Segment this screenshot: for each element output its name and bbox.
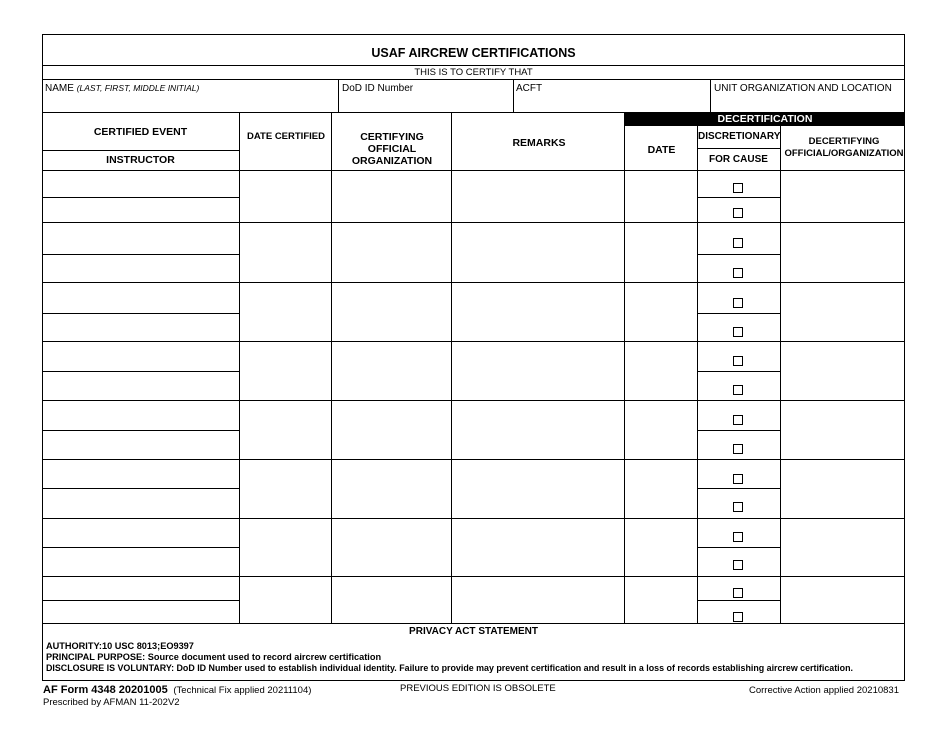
instructor-cell[interactable] <box>44 373 237 399</box>
header-certifying-official: CERTIFYING OFFICIAL ORGANIZATION <box>351 131 433 167</box>
divider <box>698 148 780 149</box>
official-cell[interactable] <box>332 461 450 517</box>
unit-field[interactable]: UNIT ORGANIZATION AND LOCATION <box>714 83 892 94</box>
row-divider <box>698 197 780 198</box>
decertifying-official-cell[interactable] <box>781 578 904 623</box>
date-cell[interactable] <box>625 172 696 221</box>
divider <box>42 65 905 66</box>
discretionary-checkbox[interactable] <box>733 532 743 542</box>
dod-id-field[interactable]: DoD ID Number <box>342 83 414 94</box>
decertifying-official-cell[interactable] <box>781 461 904 517</box>
remarks-cell[interactable] <box>452 172 623 221</box>
header-for-cause: FOR CAUSE <box>709 154 768 165</box>
row-divider <box>42 518 905 519</box>
divider <box>697 126 698 624</box>
divider <box>338 79 339 113</box>
official-cell[interactable] <box>332 578 450 623</box>
row-divider <box>698 313 780 314</box>
date-cell[interactable] <box>625 343 696 399</box>
divider <box>42 79 905 80</box>
name-hint: (LAST, FIRST, MIDDLE INITIAL) <box>76 83 200 93</box>
decertifying-official-cell[interactable] <box>781 343 904 399</box>
row-divider <box>698 600 780 601</box>
instructor-cell[interactable] <box>44 315 237 340</box>
date-certified-cell[interactable] <box>240 520 330 575</box>
date-certified-cell[interactable] <box>240 172 330 221</box>
header-instructor: INSTRUCTOR <box>106 154 175 166</box>
form-number: AF Form 4348 20201005 <box>43 684 168 696</box>
decertifying-official-cell[interactable] <box>781 224 904 281</box>
acft-field[interactable]: ACFT <box>516 83 543 94</box>
row-divider <box>42 222 905 223</box>
name-label: NAME <box>45 83 74 94</box>
remarks-cell[interactable] <box>452 578 623 623</box>
remarks-cell[interactable] <box>452 402 623 458</box>
date-certified-cell[interactable] <box>240 284 330 340</box>
date-cell[interactable] <box>625 461 696 517</box>
remarks-cell[interactable] <box>452 224 623 281</box>
row-divider <box>42 600 239 601</box>
instructor-cell[interactable] <box>44 199 237 221</box>
divider <box>513 79 514 113</box>
decertifying-official-cell[interactable] <box>781 402 904 458</box>
divider <box>42 170 905 171</box>
discretionary-checkbox[interactable] <box>733 183 743 193</box>
for-cause-checkbox[interactable] <box>733 560 743 570</box>
instructor-cell[interactable] <box>44 602 237 623</box>
decertifying-official-cell[interactable] <box>781 520 904 575</box>
certify-subtitle: THIS IS TO CERTIFY THAT <box>414 67 533 78</box>
instructor-cell[interactable] <box>44 432 237 458</box>
row-divider <box>42 371 239 372</box>
row-divider <box>42 430 239 431</box>
date-cell[interactable] <box>625 224 696 281</box>
for-cause-checkbox[interactable] <box>733 502 743 512</box>
date-cell[interactable] <box>625 402 696 458</box>
date-certified-cell[interactable] <box>240 343 330 399</box>
row-divider <box>698 488 780 489</box>
date-certified-cell[interactable] <box>240 402 330 458</box>
row-divider <box>42 282 905 283</box>
official-cell[interactable] <box>332 284 450 340</box>
for-cause-checkbox[interactable] <box>733 208 743 218</box>
corrective-action: Corrective Action applied 20210831 <box>749 685 899 696</box>
row-divider <box>42 197 239 198</box>
prescribed-by: Prescribed by AFMAN 11-202V2 <box>43 697 180 708</box>
form-number-line <box>43 684 311 696</box>
header-certified-event: CERTIFIED EVENT <box>93 126 188 138</box>
row-divider <box>42 547 239 548</box>
divider <box>42 623 905 624</box>
header-remarks: REMARKS <box>512 137 566 149</box>
for-cause-checkbox[interactable] <box>733 444 743 454</box>
official-cell[interactable] <box>332 224 450 281</box>
certified-event-cell[interactable] <box>44 284 237 312</box>
certified-event-cell[interactable] <box>44 461 237 487</box>
for-cause-checkbox[interactable] <box>733 327 743 337</box>
date-cell[interactable] <box>625 284 696 340</box>
header-discretionary: DISCRETIONARY <box>698 131 781 142</box>
discretionary-checkbox[interactable] <box>733 238 743 248</box>
instructor-cell[interactable] <box>44 256 237 281</box>
row-divider <box>698 254 780 255</box>
row-divider <box>42 459 905 460</box>
row-divider <box>698 371 780 372</box>
date-cell[interactable] <box>625 578 696 623</box>
date-certified-cell[interactable] <box>240 224 330 281</box>
row-divider <box>698 430 780 431</box>
official-cell[interactable] <box>332 172 450 221</box>
certified-event-cell[interactable] <box>44 578 237 599</box>
discretionary-checkbox[interactable] <box>733 588 743 598</box>
certified-event-cell[interactable] <box>44 520 237 546</box>
row-divider <box>698 547 780 548</box>
header-decertifying-official: DECERTIFYING OFFICIAL/ORGANIZATION <box>784 136 904 159</box>
privacy-authority: AUTHORITY:10 USC 8013;EO9397 <box>46 641 194 651</box>
row-divider <box>42 341 905 342</box>
remarks-cell[interactable] <box>452 461 623 517</box>
name-field[interactable] <box>45 83 199 94</box>
discretionary-checkbox[interactable] <box>733 474 743 484</box>
discretionary-checkbox[interactable] <box>733 298 743 308</box>
row-divider <box>42 400 905 401</box>
official-cell[interactable] <box>332 402 450 458</box>
row-divider <box>42 313 239 314</box>
discretionary-checkbox[interactable] <box>733 356 743 366</box>
for-cause-checkbox[interactable] <box>733 385 743 395</box>
row-divider <box>42 576 905 577</box>
tech-fix-note: (Technical Fix applied 20211104) <box>173 685 312 696</box>
date-certified-cell[interactable] <box>240 461 330 517</box>
for-cause-checkbox[interactable] <box>733 268 743 278</box>
certified-event-cell[interactable] <box>44 402 237 429</box>
instructor-cell[interactable] <box>44 490 237 517</box>
discretionary-checkbox[interactable] <box>733 415 743 425</box>
instructor-cell[interactable] <box>44 549 237 575</box>
row-divider <box>42 488 239 489</box>
privacy-disclosure: DISCLOSURE IS VOLUNTARY: DoD ID Number used to establish individual identity. Failure to provide may prevent certification and result in a loss of records establishing aircrew certification. <box>46 663 853 673</box>
divider <box>710 79 711 113</box>
date-certified-cell[interactable] <box>240 578 330 623</box>
header-date: DATE <box>647 144 676 156</box>
official-cell[interactable] <box>332 520 450 575</box>
form-title: USAF AIRCREW CERTIFICATIONS <box>371 46 576 60</box>
header-decertification: DECERTIFICATION <box>625 113 905 126</box>
remarks-cell[interactable] <box>452 520 623 575</box>
decertifying-official-cell[interactable] <box>781 284 904 340</box>
certified-event-cell[interactable] <box>44 343 237 370</box>
for-cause-checkbox[interactable] <box>733 612 743 622</box>
privacy-title: PRIVACY ACT STATEMENT <box>409 626 538 637</box>
decertifying-official-cell[interactable] <box>781 172 904 221</box>
row-divider <box>42 254 239 255</box>
date-cell[interactable] <box>625 520 696 575</box>
privacy-purpose: PRINCIPAL PURPOSE: Source document used to record aircrew certification <box>46 652 382 662</box>
certified-event-cell[interactable] <box>44 224 237 253</box>
remarks-cell[interactable] <box>452 343 623 399</box>
obsolete-notice: PREVIOUS EDITION IS OBSOLETE <box>400 683 556 694</box>
official-cell[interactable] <box>332 343 450 399</box>
remarks-cell[interactable] <box>452 284 623 340</box>
divider <box>42 150 239 151</box>
certified-event-cell[interactable] <box>44 172 237 196</box>
header-date-certified: DATE CERTIFIED <box>247 131 325 142</box>
